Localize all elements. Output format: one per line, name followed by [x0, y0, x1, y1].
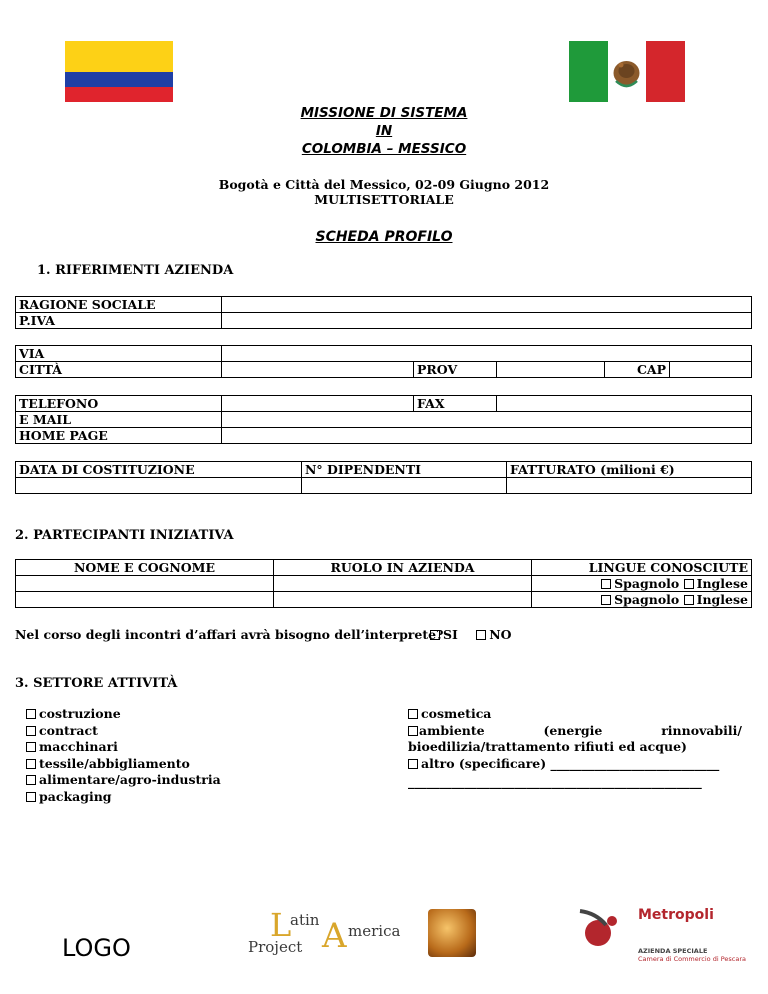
col-nome-header: NOME E COGNOME	[16, 560, 274, 576]
ambiente-checkbox[interactable]	[408, 726, 418, 736]
dipendenti-field[interactable]	[302, 478, 507, 494]
participant-1-name-field[interactable]	[16, 576, 274, 592]
subtitle-line-1: Bogotà e Città del Messico, 02-09 Giugno 2012	[218, 177, 550, 192]
via-field[interactable]	[222, 346, 752, 362]
participants-table	[15, 559, 752, 608]
mission-title	[0, 104, 768, 158]
contacts-table	[15, 395, 752, 444]
sector-list-right: cosmetica ambiente (energie rinnovabili/ bioedilizia/trattamento rifiuti ed acque) altro (specificare) ___________________________ _______________________________________________	[408, 706, 742, 789]
participant-1-languages	[532, 576, 752, 592]
ragione-sociale-field[interactable]	[222, 297, 752, 313]
interpreter-options	[430, 627, 512, 642]
home-page-label: HOME PAGE	[16, 428, 222, 444]
alimentare-checkbox[interactable]	[26, 775, 36, 785]
spagnolo-label: Spagnolo	[614, 576, 680, 591]
title-line-3: COLOMBIA – MESSICO	[301, 141, 467, 157]
metropoli-emblem-icon	[576, 905, 626, 949]
si-label: SI	[443, 627, 458, 642]
tessile-checkbox[interactable]	[26, 759, 36, 769]
spagnolo-checkbox[interactable]	[601, 579, 611, 589]
participant-2-languages	[532, 592, 752, 608]
section-1-heading: 1. RIFERIMENTI AZIENDA	[37, 263, 234, 278]
table-row	[16, 592, 752, 608]
globe-logo-icon	[428, 909, 476, 957]
form-title: SCHEDA PROFILO	[315, 229, 453, 245]
latin-america-project-logo: L atin A merica Project	[248, 906, 401, 956]
telefono-label: TELEFONO	[16, 396, 222, 412]
packaging-checkbox[interactable]	[26, 792, 36, 802]
section-3-heading: 3. SETTORE ATTIVITÀ	[15, 676, 178, 691]
fax-field[interactable]	[497, 396, 752, 412]
col-lingue-header: LINGUE CONOSCIUTE	[532, 560, 752, 576]
list-item: macchinari	[26, 739, 221, 756]
list-item: costruzione	[26, 706, 221, 723]
mission-subtitle	[0, 177, 768, 207]
cosmetica-checkbox[interactable]	[408, 709, 418, 719]
citta-label: CITTÀ	[16, 362, 222, 378]
prov-label: PROV	[414, 362, 497, 378]
interpreter-question: Nel corso degli incontri d’affari avrà bisogno dell’interprete?	[15, 627, 444, 642]
inglese-checkbox[interactable]	[684, 579, 694, 589]
fax-label: FAX	[414, 396, 497, 412]
altro-checkbox[interactable]	[408, 759, 418, 769]
col-ruolo-header: RUOLO IN AZIENDA	[274, 560, 532, 576]
macchinari-checkbox[interactable]	[26, 742, 36, 752]
altro-specify-line[interactable]: _______________________________________________	[408, 774, 702, 789]
participant-1-role-field[interactable]	[274, 576, 532, 592]
inglese-label: Inglese	[696, 576, 748, 591]
piva-label: P.IVA	[16, 313, 222, 329]
email-field[interactable]	[222, 412, 752, 428]
address-table	[15, 345, 752, 378]
cap-label: CAP	[605, 362, 670, 378]
participant-2-name-field[interactable]	[16, 592, 274, 608]
prov-field[interactable]	[497, 362, 605, 378]
si-checkbox[interactable]	[430, 630, 440, 640]
home-page-field[interactable]	[222, 428, 752, 444]
colombia-flag-icon	[65, 41, 173, 102]
list-item: alimentare/agro-industria	[26, 772, 221, 789]
list-item: tessile/abbigliamento	[26, 756, 221, 773]
company-name-table	[15, 296, 752, 329]
table-row	[16, 576, 752, 592]
list-item: packaging	[26, 789, 221, 806]
citta-field[interactable]	[222, 362, 414, 378]
dipendenti-label: N° DIPENDENTI	[302, 462, 507, 478]
mexico-flag-icon	[569, 41, 685, 102]
telefono-field[interactable]	[222, 396, 414, 412]
company-stats-table	[15, 461, 752, 494]
fatturato-label: FATTURATO (milioni €)	[507, 462, 752, 478]
metropoli-logo: Metropoli AZIENDA SPECIALE Camera di Commercio di Pescara	[576, 905, 706, 967]
subtitle-line-2: MULTISETTORIALE	[314, 192, 454, 207]
via-label: VIA	[16, 346, 222, 362]
ragione-sociale-label: RAGIONE SOCIALE	[16, 297, 222, 313]
list-item: ambiente (energie rinnovabili/	[408, 723, 742, 740]
fatturato-field[interactable]	[507, 478, 752, 494]
title-line-1: MISSIONE DI SISTEMA	[300, 105, 468, 121]
cap-field[interactable]	[670, 362, 752, 378]
title-line-2: IN	[375, 123, 393, 139]
logo-placeholder: LOGO	[62, 934, 131, 962]
data-costituzione-field[interactable]	[16, 478, 302, 494]
spagnolo-label: Spagnolo	[614, 592, 680, 607]
data-costituzione-label: DATA DI COSTITUZIONE	[16, 462, 302, 478]
no-checkbox[interactable]	[476, 630, 486, 640]
section-2-heading: 2. PARTECIPANTI INIZIATIVA	[15, 528, 234, 543]
inglese-checkbox[interactable]	[684, 595, 694, 605]
sector-list-left	[26, 706, 221, 805]
list-item: altro (specificare) ___________________________	[408, 756, 742, 773]
costruzione-checkbox[interactable]	[26, 709, 36, 719]
list-item: contract	[26, 723, 221, 740]
email-label: E MAIL	[16, 412, 222, 428]
piva-field[interactable]	[222, 313, 752, 329]
spagnolo-checkbox[interactable]	[601, 595, 611, 605]
list-item: cosmetica	[408, 706, 742, 723]
participant-2-role-field[interactable]	[274, 592, 532, 608]
inglese-label: Inglese	[696, 592, 748, 607]
contract-checkbox[interactable]	[26, 726, 36, 736]
no-label: NO	[489, 627, 512, 642]
